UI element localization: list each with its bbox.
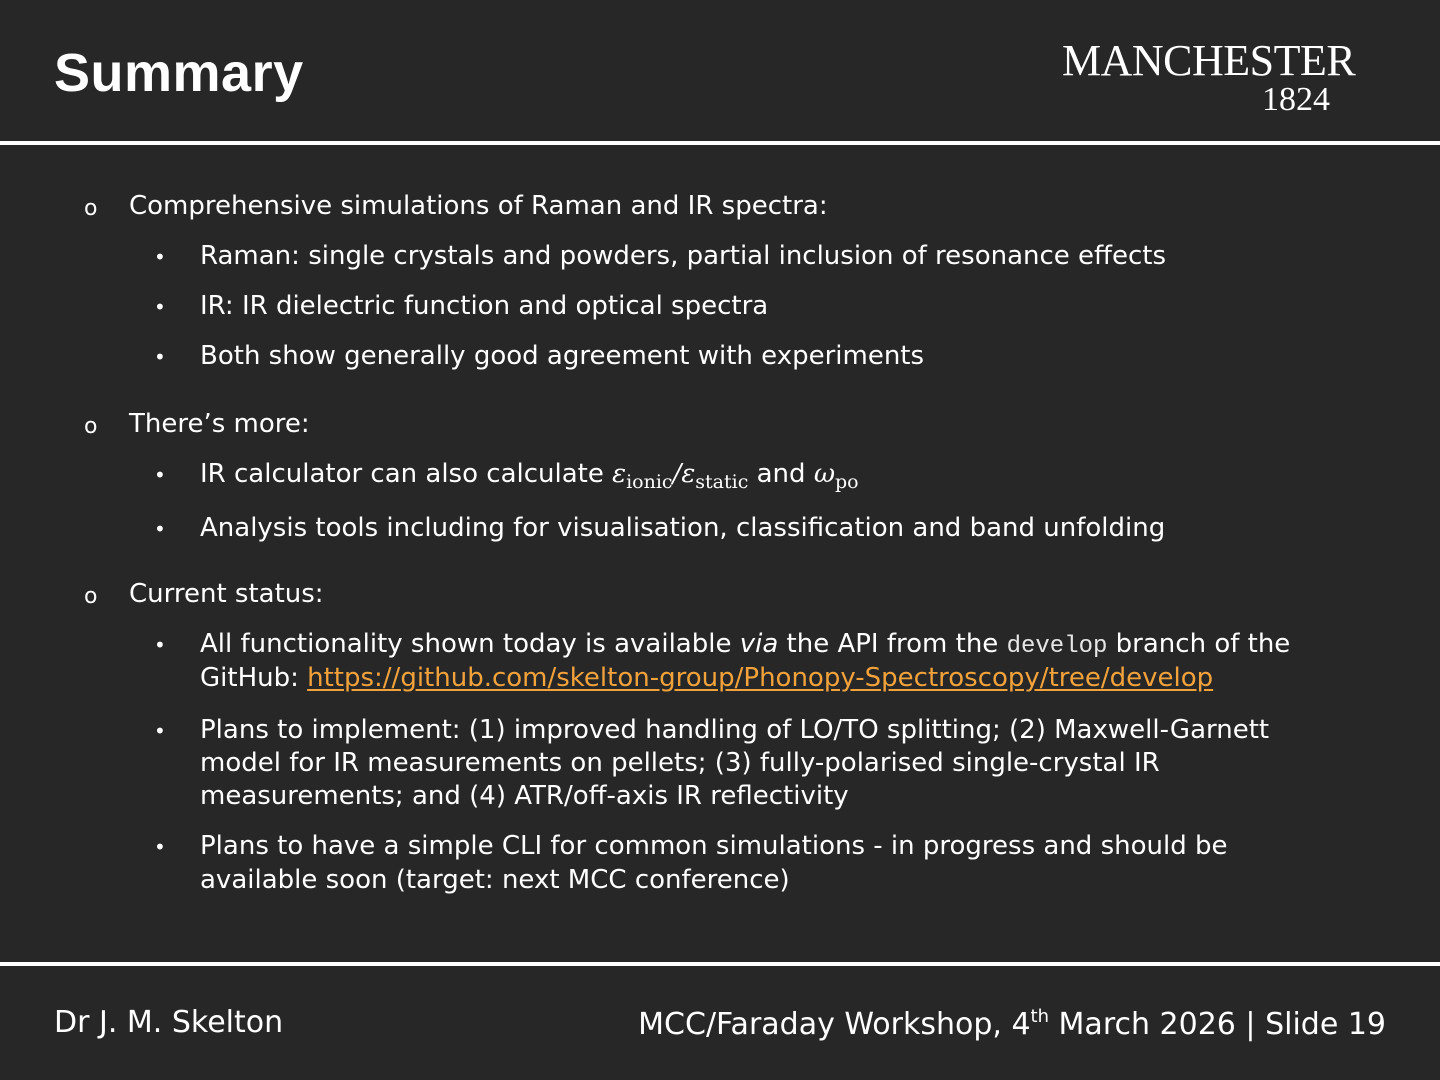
- bullet-marker: •: [154, 835, 166, 859]
- slide-title: Summary: [54, 43, 304, 103]
- omega-symbol: [813, 459, 859, 493]
- slash: /: [672, 459, 682, 489]
- bullet-text: branch of the: [1107, 629, 1291, 659]
- bullet-plans-implement-line3: measurements; and (4) ATR/off-axis IR reflectivity: [200, 781, 849, 811]
- logo-name: MANCHESTER: [1062, 36, 1356, 85]
- bullet-marker: •: [154, 633, 166, 657]
- bullet-marker: •: [154, 719, 166, 743]
- footer-event: [638, 1006, 1386, 1044]
- bullet-marker: •: [154, 245, 166, 269]
- epsilon-glyph: ε: [681, 459, 696, 489]
- section-heading-more: There’s more:: [129, 409, 310, 439]
- bullet-plans-cli-line2: available soon (target: next MCC conference): [200, 865, 790, 895]
- via-text: via: [739, 629, 779, 659]
- bullet-marker: •: [154, 295, 166, 319]
- footer-divider: [0, 962, 1440, 966]
- section-marker: o: [84, 196, 98, 221]
- epsilon-glyph: ε: [612, 459, 627, 489]
- bullet-text: the API from the: [778, 629, 1007, 659]
- bullet-plans-implement-line1: Plans to implement: (1) improved handling of LO/TO splitting; (2) Maxwell-Garnett: [200, 715, 1270, 745]
- section-marker: o: [84, 584, 98, 609]
- omega-po-sub: po: [835, 471, 859, 493]
- bullet-analysis-tools: Analysis tools including for visualisation, classification and band unfolding: [200, 513, 1166, 543]
- section-heading-simulations: Comprehensive simulations of Raman and IR spectra:: [129, 191, 828, 221]
- footer-author: Dr J. M. Skelton: [54, 1005, 284, 1040]
- section-heading-status: Current status:: [129, 579, 324, 609]
- bullet-text: IR calculator can also calculate: [200, 459, 613, 489]
- footer-event-text: MCC/Faraday Workshop, 4: [638, 1007, 1031, 1042]
- bullet-ir-calculator: [200, 457, 859, 491]
- epsilon-static-sub: static: [695, 471, 749, 493]
- bullet-marker: •: [154, 517, 166, 541]
- section-marker: o: [84, 414, 98, 439]
- footer-event-text: March 2026 | Slide 19: [1049, 1007, 1386, 1042]
- bullet-agreement: Both show generally good agreement with experiments: [200, 341, 925, 371]
- bullet-text: All functionality shown today is available: [200, 629, 740, 659]
- omega-glyph: ω: [813, 459, 836, 489]
- bullet-plans-implement-line2: model for IR measurements on pellets; (3) fully-polarised single-crystal IR: [200, 748, 1160, 778]
- bullet-ir: IR: IR dielectric function and optical spectra: [200, 291, 769, 321]
- logo-year: 1824: [1262, 81, 1330, 118]
- bullet-raman: Raman: single crystals and powders, partial inclusion of resonance effects: [200, 241, 1166, 271]
- bullet-text: GitHub:: [200, 663, 308, 693]
- branch-code: develop: [1006, 633, 1108, 660]
- bullet-functionality-line1: [200, 627, 1290, 664]
- bullet-marker: •: [154, 345, 166, 369]
- bullet-marker: •: [154, 463, 166, 487]
- epsilon-ionic-sub: ionic: [626, 471, 673, 493]
- github-link[interactable]: https://github.com/skelton-group/Phonopy-Spectroscopy/tree/develop: [307, 663, 1214, 693]
- epsilon-symbol: [612, 459, 749, 493]
- and-text: and: [748, 459, 814, 489]
- bullet-functionality-line2: [200, 661, 1213, 695]
- bullet-plans-cli-line1: Plans to have a simple CLI for common simulations - in progress and should be: [200, 831, 1228, 861]
- footer-event-sup: th: [1030, 1006, 1050, 1027]
